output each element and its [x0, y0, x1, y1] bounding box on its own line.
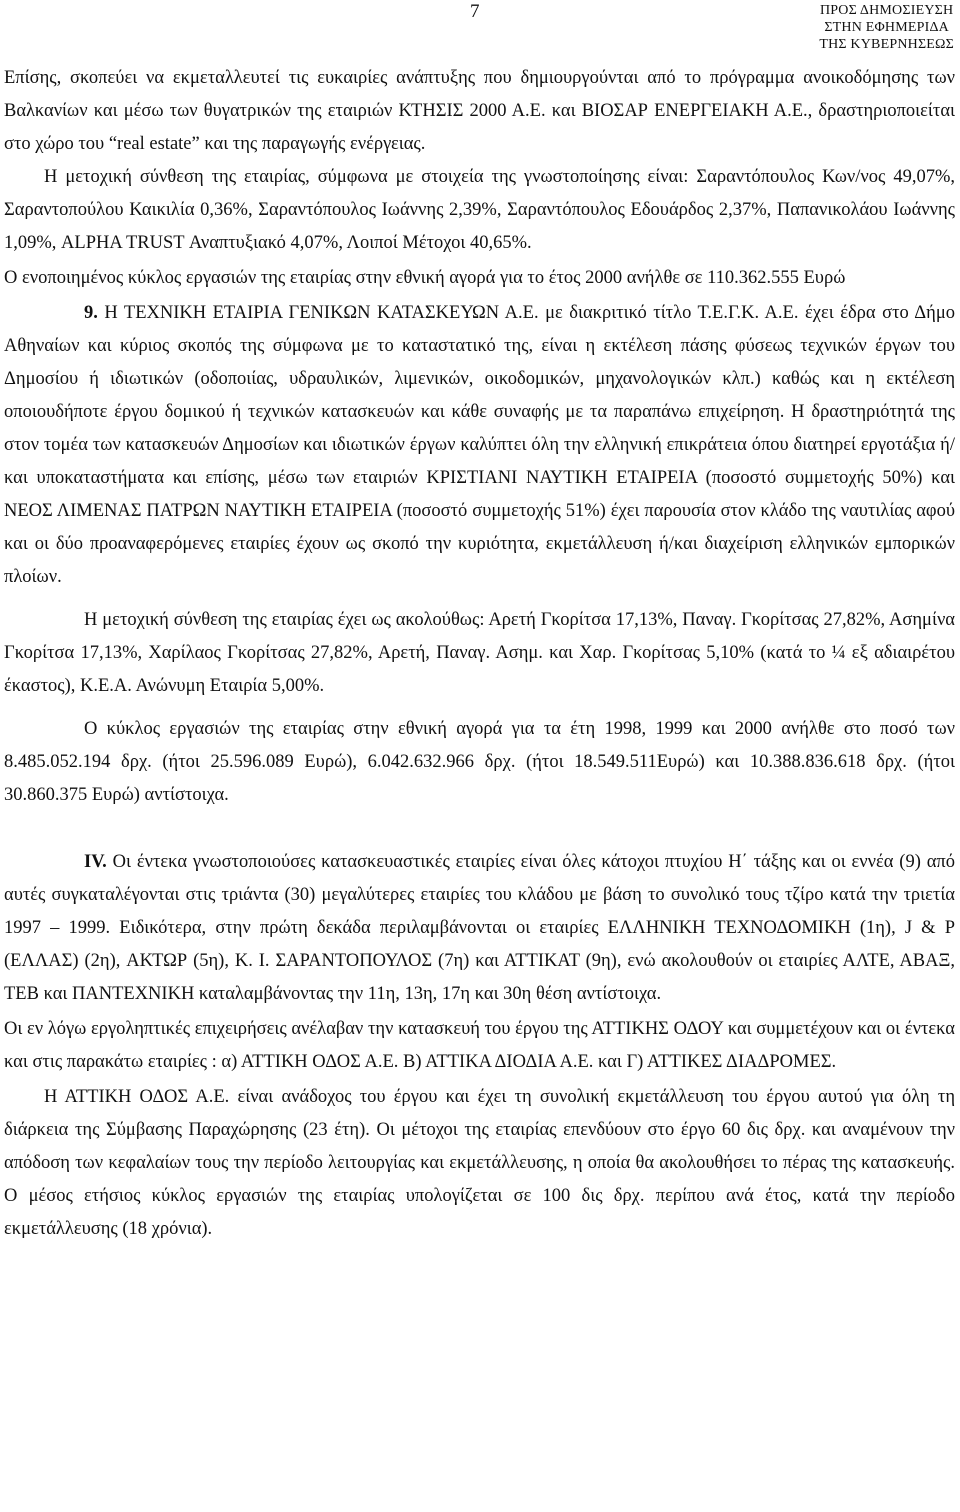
stamp-line-2: ΣΤΗΝ ΕΦΗΜΕΡΙΔΑ	[824, 20, 949, 35]
page-number: 7	[470, 1, 480, 22]
paragraph-attiki-odos-contractors: Οι εν λόγω εργοληπτικές επιχειρήσεις ανέλαβαν την κατασκευή του έργου της ΑΤΤΙΚΗΣ ΟΔΟΥ και συμμετέχουν και οι έντεκα και στις παρακάτω εταιρίες : α) ΑΤΤΙΚΗ ΟΔΟΣ Α.Ε. Β) ΑΤΤΙΚΑ ΔΙΟΔΙΑ Α.Ε. και Γ) ΑΤΤΙΚΕΣ ΔΙΑΔΡΟΜΕΣ.	[4, 1019, 955, 1072]
company-9-text: Η ΤΕΧΝΙΚΗ ΕΤΑΙΡΙΑ ΓΕΝΙΚΩΝ ΚΑΤΑΣΚΕΥΩΝ Α.Ε. με διακριτικό τίτλο Τ.Ε.Γ.Κ. Α.Ε. έχει έδρα στο Δήμο Αθηναίων και κύριος σκοπός της σύμφωνα με το καταστατικό της, είναι η εκτέλεση πάσης φύσεως τεχνικών έργων του Δημοσίου ή ιδιωτικών (οδοποιίας, υδραυλικών, λιμενικών, οικοδομικών, μηχανολογικών κλπ.) καθώς και η εκτέλεση οποιουδήποτε έργου δομικού ή τεχνικών κατασκευών και κάθε συναφής με τα παραπάνω επιχείρηση. Η δραστηριότητά της στον τομέα των κατασκευών Δημοσίων και ιδιωτικών έργων καλύπτει όλη την ελληνική επικράτεια όπου διατηρεί εργοτάξια ή/και υποκαταστήματα και επίσης, μέσω των εταιριών ΚΡΙΣΤΙΑΝΙ ΝΑΥΤΙΚΗ ΕΤΑΙΡΕΙΑ (ποσοστό συμμετοχής 50%) και ΝΕΟΣ ΛΙΜΕΝΑΣ ΠΑΤΡΩΝ ΝΑΥΤΙΚΗ ΕΤΑΙΡΕΙΑ (ποσοστό συμμετοχής 51%) έχει παρουσία στον κλάδο της ναυτιλίας αφού και οι δύο προαναφερόμενες εταιρίες έχουν ως σκοπό την κυριότητα, εκμετάλλευση ή/και διαχείριση ελληνικών εμπορικών πλοίων.	[4, 303, 955, 587]
paragraph-turnover-1: Ο ενοποιημένος κύκλος εργασιών της εταιρίας στην εθνική αγορά για το έτος 2000 ανήλθε σε 110.362.555 Ευρώ	[4, 268, 846, 288]
section-heading-iv: IV.	[84, 852, 107, 872]
publication-stamp	[819, 2, 954, 53]
section-iv-text: Οι έντεκα γνωστοποιούσες κατασκευαστικές εταιρίες είναι όλες κάτοχοι πτυχίου Η΄ τάξης και οι εννέα (9) από αυτές συγκαταλέγονται στις τριάντα (30) μεγαλύτερες εταιρίες του κλάδου με βάση το συνολικό τους τζίρο κατά την τριετία 1997 – 1999. Ειδικότερα, στην πρώτη δεκάδα περιλαμβάνονται οι εταιρίες ΕΛΛΗΝΙΚΗ ΤΕΧΝΟΔΟΜΙΚΗ (1η), J & P (ΕΛΛΑΣ) (2η), ΑΚΤΩΡ (5η), Κ. Ι. ΣΑΡΑΝΤΟΠΟΥΛΟΣ (7η) και ΑΤΤΙΚΑΤ (9η), ενώ ακολουθούν οι εταιρίες ΑΛΤΕ, ΑΒΑΞ, ΤΕΒ και ΠΑΝΤΕΧΝΙΚΗ καταλαμβάνοντας την 11η, 13η, 17η και 30η θέση αντίστοιχα.	[4, 852, 955, 1004]
paragraph-strategy: Επίσης, σκοπεύει να εκμεταλλευτεί τις ευκαιρίες ανάπτυξης που δημιουργούνται από το πρόγραμμα ανοικοδόμησης των Βαλκανίων και μέσω των θυγατρικών της εταιριών ΚΤΗΣΙΣ 2000 Α.Ε. και ΒΙΟΣΑΡ ΕΝΕΡΓΕΙΑΚΗ Α.Ε., δραστηριοποιείται στο χώρο του “real estate” και της παραγωγής ενέργειας.	[4, 68, 955, 154]
section-number-9: 9.	[84, 303, 98, 323]
document-body	[4, 62, 955, 1246]
paragraph-shareholders-1: Η μετοχική σύνθεση της εταιρίας, σύμφωνα με στοιχεία της γνωστοποίησης είναι: Σαραντόπουλος Κων/νος 49,07%, Σαραντοπούλου Καικιλία 0,36%, Σαραντόπουλος Ιωάννης 2,39%, Σαραντόπουλος Εδουάρδος 2,37%, Παπανικολάου Ιωάννης 1,09%, ALPHA TRUST Αναπτυξιακό 4,07%, Λοιποί Μέτοχοι 40,65%.	[4, 167, 955, 253]
paragraph-turnover-2: Ο κύκλος εργασιών της εταιρίας στην εθνική αγορά για τα έτη 1998, 1999 και 2000 ανήλθε στο ποσό των 8.485.052.194 δρχ. (ήτοι 25.596.089 Ευρώ), 6.042.632.966 δρχ. (ήτοι 18.549.511Ευρώ) και 10.388.836.618 δρχ. (ήτοι 30.860.375 Ευρώ) αντίστοιχα.	[4, 719, 955, 805]
paragraph-shareholders-2: Η μετοχική σύνθεση της εταιρίας έχει ως ακολούθως: Αρετή Γκορίτσα 17,13%, Παναγ. Γκορίτσας 27,82%, Ασημίνα Γκορίτσα 17,13%, Χαρίλαος Γκορίτσας 27,82%, Αρετή, Παναγ. Ασημ. και Χαρ. Γκορίτσας 5,10% (κατά το ¼ εξ αδιαιρέτου έκαστος), Κ.Ε.Α. Ανώνυμη Εταιρία 5,00%.	[4, 610, 955, 696]
paragraph-attiki-odos-sa: Η ΑΤΤΙΚΗ ΟΔΟΣ Α.Ε. είναι ανάδοχος του έργου και έχει τη συνολική εκμετάλλευση του έργου αυτού για όλη τη διάρκεια της Σύμβασης Παραχώρησης (23 έτη). Οι μέτοχοι της εταιρίας επενδύουν στο έργο 60 δις δρχ. και αναμένουν την απόδοση των κεφαλαίων τους την περίοδο λειτουργίας και εκμετάλλευσης, η οποία θα ακολουθήσει το πέρας της κατασκευής. Ο μέσος ετήσιος κύκλος εργασιών της εταιρίας υπολογίζεται σε 100 δις δρχ. περίπου ανά έτος, κατά την περίοδο εκμετάλλευσης (18 χρόνια).	[4, 1087, 955, 1239]
paragraph-section-iv	[4, 846, 955, 1011]
paragraph-company-9	[4, 297, 955, 594]
stamp-line-1: ΠΡΟΣ ΔΗΜΟΣΙΕΥΣΗ	[820, 3, 954, 18]
stamp-line-3: ΤΗΣ ΚΥΒΕΡΝΗΣΕΩΣ	[819, 37, 954, 52]
